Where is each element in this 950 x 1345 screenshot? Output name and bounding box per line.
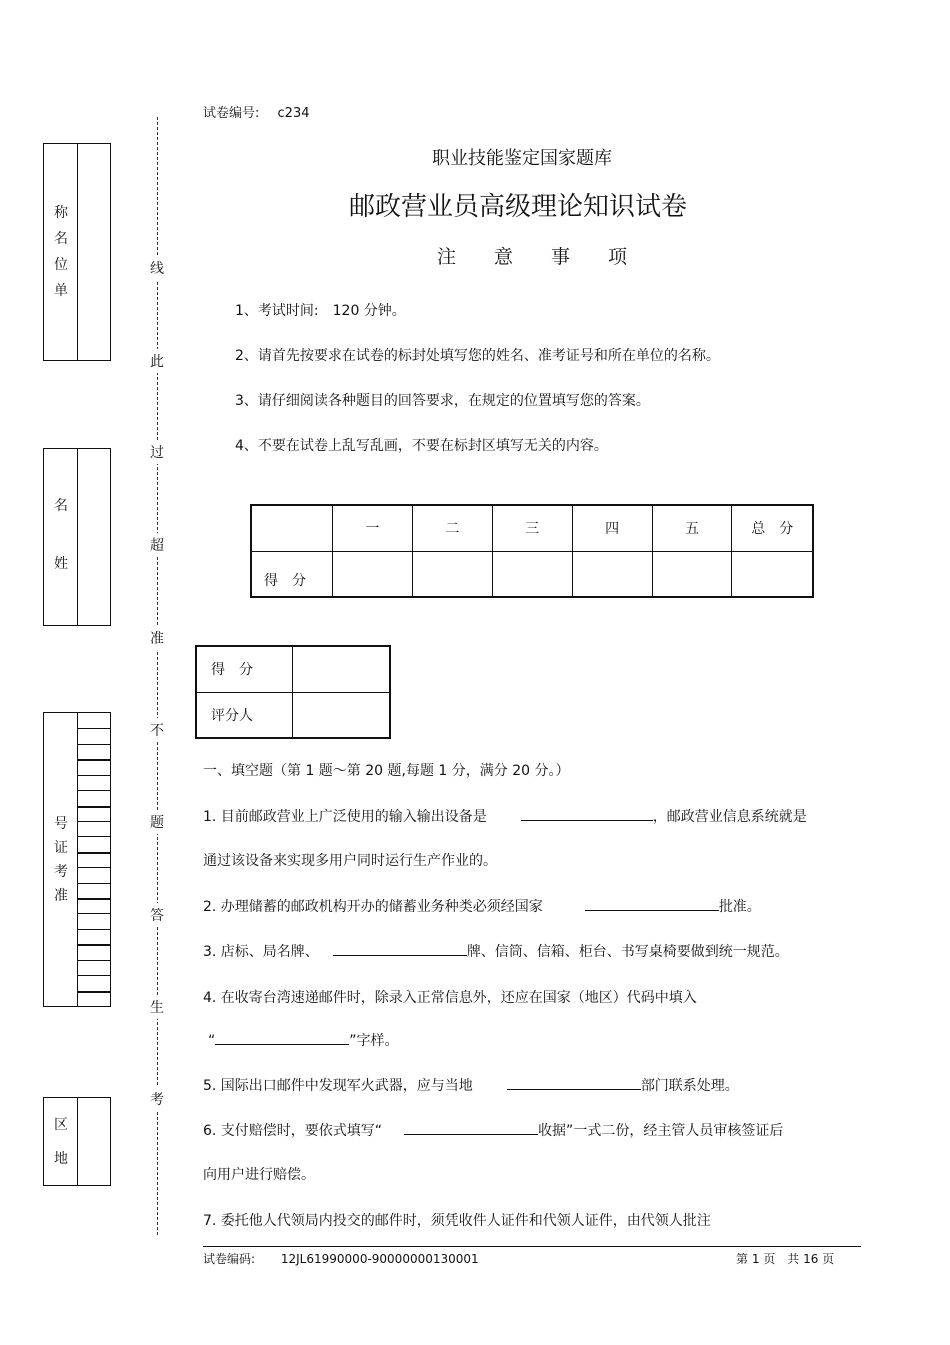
score-cell-4[interactable] (572, 551, 652, 597)
unit-box (43, 143, 111, 361)
notice-2: 2、请首先按要求在试卷的标封处填写您的姓名、准考证号和所在单位的名称。 (235, 348, 720, 364)
id-grid-line (77, 806, 110, 808)
question-2-text-b: 批准。 (718, 899, 761, 915)
score-header-4: 四 (572, 505, 652, 551)
id-grid-line (77, 836, 110, 837)
notice-4: 4、不要在试卷上乱写乱画，不要在标封区填写无关的内容。 (235, 438, 608, 454)
name-label-2: 姓 (54, 556, 68, 572)
footer-code (203, 1250, 479, 1267)
id-digit-grid (77, 713, 110, 1006)
score-header-blank (251, 505, 333, 551)
question-6-blank[interactable] (404, 1120, 538, 1135)
id-grid-line (77, 898, 110, 900)
region-label-2: 地 (54, 1151, 68, 1167)
question-1-text-b: ，邮政营业信息系统就是 (652, 809, 807, 825)
question-5-blank[interactable] (507, 1075, 641, 1090)
question-6 (203, 1120, 783, 1140)
question-6-text-b: 收据”一式二份，经主管人员审核签证后 (538, 1123, 784, 1139)
cut-char-1: 线 (150, 256, 164, 280)
id-grid-line (77, 821, 110, 822)
cut-char-2: 此 (150, 349, 164, 373)
id-label-3: 考 (54, 864, 68, 880)
question-5-text-a: 5. 国际出口邮件中发现军火武器，应与当地 (203, 1078, 473, 1094)
question-7: 7. 委托他人代领局内投交的邮件时，须凭收件人证件和代领人证件，由代领人批注 (203, 1213, 711, 1229)
question-4-quote-open: “ (208, 1033, 216, 1049)
id-grid-line (77, 790, 110, 791)
score-header-3: 三 (492, 505, 572, 551)
question-3 (203, 941, 789, 961)
footer-rule (203, 1246, 861, 1247)
question-1-cont: 通过该设备来实现多用户同时运行生产作业的。 (203, 853, 497, 869)
id-label-2: 证 (54, 840, 68, 856)
notice-1: 1、考试时间: 120 分钟。 (235, 303, 406, 319)
id-grid-line (77, 759, 110, 761)
question-5-text-b: 部门联系处理。 (640, 1078, 739, 1094)
grader-score-label: 得 分 (196, 646, 293, 692)
footer-code-label: 试卷编码: (203, 1252, 256, 1266)
cut-char-8: 答 (150, 903, 164, 927)
score-cell-3[interactable] (492, 551, 572, 597)
score-header-1: 一 (333, 505, 413, 551)
question-2 (203, 896, 761, 916)
id-grid-line (77, 991, 110, 993)
cut-char-10: 考 (150, 1087, 164, 1111)
score-cell-5[interactable] (652, 551, 732, 597)
cut-char-6: 不 (150, 718, 164, 742)
id-grid-line (77, 913, 110, 914)
name-label-1: 名 (54, 498, 68, 514)
grader-name-cell[interactable] (293, 692, 391, 738)
score-table-header-row (251, 505, 813, 551)
section-1-title: 一、填空题（第 1 题～第 20 题,每题 1 分，满分 20 分。） (203, 763, 570, 779)
seal-cut-line (157, 117, 158, 1235)
grader-label: 评分人 (196, 692, 293, 738)
cut-char-9: 生 (150, 995, 164, 1019)
question-1-blank[interactable] (521, 806, 653, 821)
paper-number (203, 102, 310, 121)
name-box (43, 448, 111, 626)
id-grid-line (77, 929, 110, 930)
paper-number-label: 试卷编号: (203, 106, 260, 121)
score-cell-1[interactable] (333, 551, 413, 597)
id-grid-line (77, 728, 110, 729)
score-header-2: 二 (412, 505, 492, 551)
question-5 (203, 1075, 739, 1095)
question-3-blank[interactable] (333, 941, 467, 956)
question-1 (203, 806, 807, 826)
id-label-1: 号 (54, 816, 68, 832)
grader-score-cell[interactable] (293, 646, 391, 692)
id-grid-line (77, 883, 110, 884)
unit-label-4: 单 (54, 283, 68, 299)
question-1-text-a: 1. 目前邮政营业上广泛使用的输入输出设备是 (203, 809, 487, 825)
id-grid-line (77, 852, 110, 854)
id-grid-line (77, 775, 110, 776)
question-6-cont: 向用户进行赔偿。 (203, 1167, 315, 1183)
unit-label-2: 名 (54, 231, 68, 247)
id-grid-line (77, 975, 110, 976)
region-label-1: 区 (54, 1117, 68, 1133)
question-4: 4. 在收寄台湾速递邮件时，除录入正常信息外，还应在国家（地区）代码中填入 (203, 990, 697, 1006)
question-3-text-a: 3. 店标、局名牌、 (203, 944, 319, 960)
grader-table (195, 645, 391, 739)
cut-char-5: 准 (150, 626, 164, 650)
unit-label-3: 位 (54, 257, 68, 273)
question-2-blank[interactable] (585, 896, 719, 911)
notice-title: 注 意 事 项 (436, 246, 627, 268)
footer-code-value: 12JL61990000-90000000130001 (280, 1252, 479, 1266)
cut-char-4: 超 (150, 533, 164, 557)
question-3-text-b: 牌、信筒、信箱、柜台、书写桌椅要做到统一规范。 (466, 944, 789, 960)
bank-title: 职业技能鉴定国家题库 (432, 148, 612, 169)
question-4-text-c: ”字样。 (349, 1033, 399, 1049)
region-box (43, 1097, 111, 1186)
score-cell-2[interactable] (412, 551, 492, 597)
id-grid-line (77, 944, 110, 946)
question-2-text-a: 2. 办理储蓄的邮政机构开办的储蓄业务种类必须经国家 (203, 899, 543, 915)
cut-char-7: 题 (150, 810, 164, 834)
page-indicator: 第 1 页 共 16 页 (736, 1252, 835, 1266)
cut-char-3: 过 (150, 440, 164, 464)
score-table-score-row (251, 551, 813, 597)
id-grid-line (77, 867, 110, 868)
score-header-5: 五 (652, 505, 732, 551)
id-grid-line (77, 744, 110, 745)
question-4-cont (208, 1030, 399, 1050)
exam-title: 邮政营业员高级理论知识试卷 (348, 192, 687, 222)
id-grid-line (77, 960, 110, 961)
question-6-text-a: 6. 支付赔偿时，要依式填写“ (203, 1123, 383, 1139)
paper-number-value: c234 (277, 106, 310, 121)
unit-label-1: 称 (54, 205, 68, 221)
score-row-label: 得 分 (251, 551, 333, 597)
score-table (250, 504, 814, 598)
id-label-4: 准 (54, 888, 68, 904)
score-cell-total[interactable] (732, 551, 813, 597)
notice-3: 3、请仔细阅读各种题目的回答要求，在规定的位置填写您的答案。 (235, 393, 650, 409)
id-box (43, 712, 111, 1007)
score-header-total: 总 分 (732, 505, 813, 551)
question-4-blank[interactable] (215, 1030, 349, 1045)
